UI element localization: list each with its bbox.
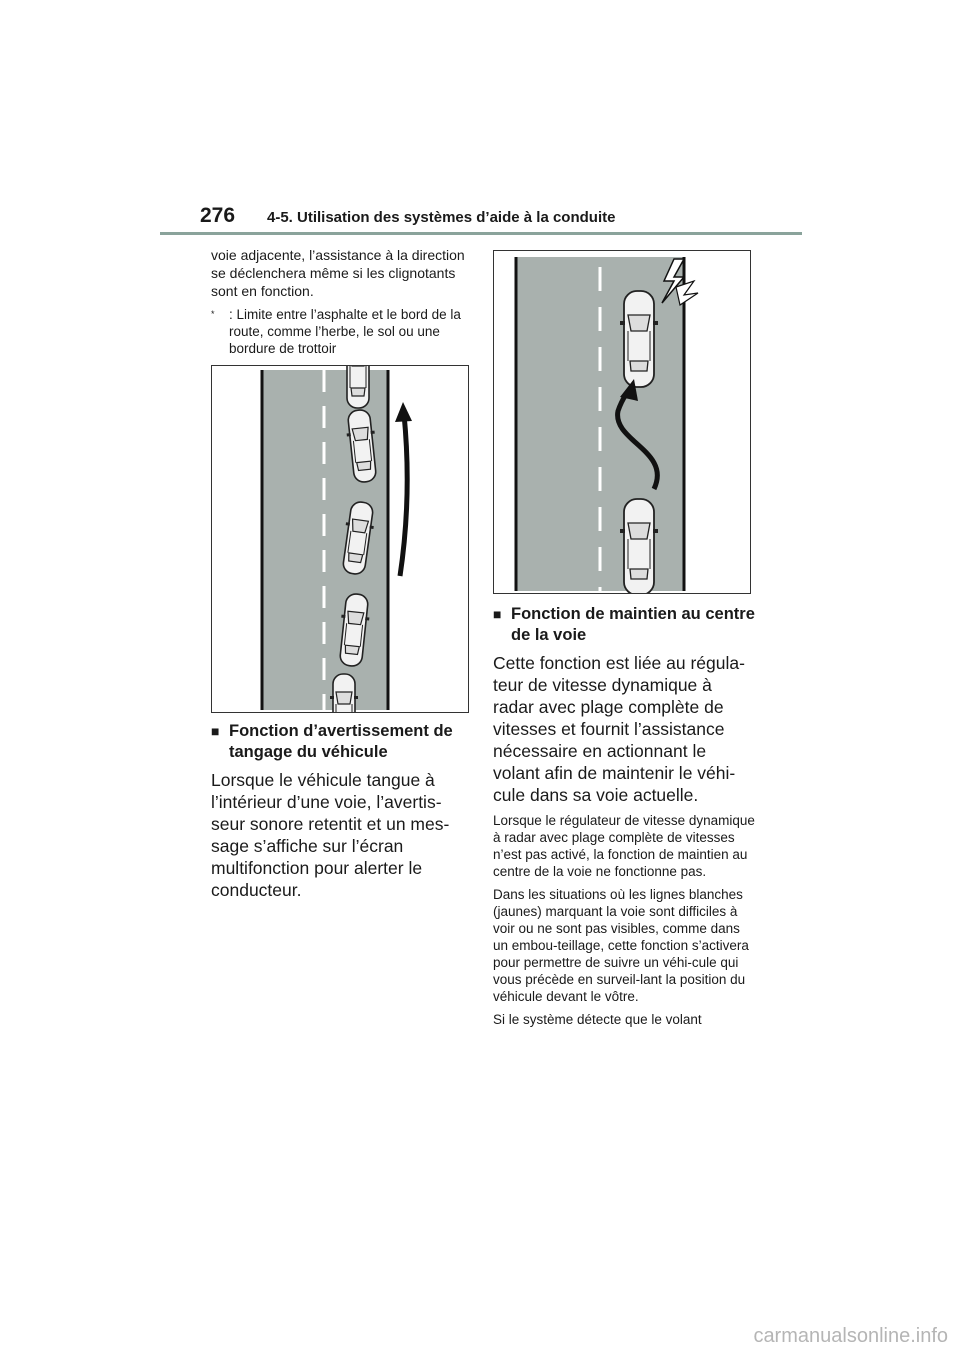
header-rule (160, 232, 802, 235)
subhead-text: Fonction d’avertissement de tangage du véhicule (229, 722, 453, 761)
footnote-text: : Limite entre l’asphalte et le bord de la route, comme l’herbe, le sol ou une bordure de trottoir (229, 307, 461, 356)
subhead-lane-centering (493, 604, 755, 646)
intro-paragraph: voie adjacente, l’assistance à la direction se déclenchera même si les clignotants sont en fonction. (211, 247, 465, 299)
note-paragraph-2: Dans les situations où les lignes blanches (jaunes) marquant la voie sont difficiles à voir ou ne sont pas visibles, comme dans un embou-teillage, cette fonction s’activera pour permettre de suivre un véhi-cule qui vous précède en surveil-lant la position du véhicule devant le vôtre. (493, 887, 749, 1004)
body-paragraph: Cette fonction est liée au régula-teur de vitesse dynamique à radar avec plage complète de vitesses et fournit l’assistance nécessaire en actionnant le volant afin de maintenir le véhi-cule dans sa voie actuelle. (493, 653, 745, 805)
footnote (211, 306, 473, 357)
subhead-vehicle-sway (211, 721, 473, 763)
note-paragraph-3: Si le système détecte que le volant (493, 1012, 702, 1027)
footnote-marker: * (211, 309, 215, 319)
lane-centering-illustration (493, 250, 751, 594)
section-title: 4-5. Utilisation des systèmes d’aide à la conduite (267, 209, 616, 226)
body-paragraph: Lorsque le véhicule tangue à l’intérieur d’une voie, l’avertis-seur sonore retentit et un mes-sage s’affiche sur l’écran multifonction pour alerter le conducteur. (211, 770, 450, 900)
page-header (160, 200, 802, 240)
lane-departure-illustration (211, 365, 469, 713)
subhead-bullet: ■ (211, 723, 220, 739)
note-paragraph-1: Lorsque le régulateur de vitesse dynamique à radar avec plage complète de vitesses n’est pas activé, la fonction de maintien au centre de la voie ne fonctionne pas. (493, 813, 755, 879)
watermark: carmanualsonline.info (753, 1325, 948, 1347)
subhead-text: Fonction de maintien au centre de la voie (511, 605, 755, 644)
right-column (493, 246, 755, 1034)
page-number: 276 (200, 204, 236, 227)
left-column (211, 246, 473, 907)
subhead-bullet: ■ (493, 606, 502, 622)
